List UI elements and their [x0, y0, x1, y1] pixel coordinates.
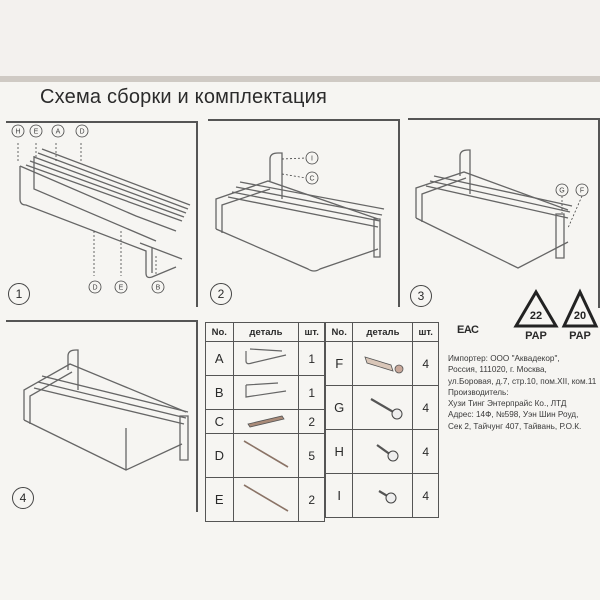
part-qty: 5: [299, 434, 325, 478]
parts-table-left: [205, 322, 325, 522]
info-line: Импортер: ООО "Аквадекор",: [448, 354, 560, 363]
step-number-2: 2: [210, 283, 232, 305]
part-no: B: [206, 376, 234, 410]
callout-label: G: [559, 187, 565, 195]
callout-label: I: [311, 155, 313, 163]
page-title: Схема сборки и комплектация: [40, 86, 328, 108]
screw-icon: [357, 435, 409, 465]
part-no: C: [206, 410, 234, 434]
part-qty: 1: [299, 342, 325, 376]
recycling-mark-20: [562, 288, 600, 348]
bracket-b-icon: [238, 379, 294, 403]
recycle-icon: [562, 288, 598, 330]
part-no: I: [326, 474, 353, 518]
rod-icon: [238, 481, 294, 515]
info-line: Хузи Тинг Энтерпрайс Ко., ЛТД: [448, 399, 567, 409]
info-line: Адрес: 14Ф, №598, Уэн Шин Роуд,: [448, 410, 579, 420]
shelf-diagram-step-2: [208, 119, 400, 305]
part-no: E: [206, 478, 234, 522]
part-qty: 4: [413, 474, 439, 518]
callout-label: C: [309, 175, 315, 183]
callout-label: D: [92, 284, 98, 292]
shelf-diagram-step-3: [408, 118, 600, 306]
wall-plug-icon: [357, 347, 409, 377]
part-qty: 2: [299, 410, 325, 434]
step-number-1: 1: [8, 283, 30, 305]
callout-label: E: [118, 284, 124, 292]
part-qty: 4: [413, 430, 439, 474]
column-header-qty: шт.: [413, 323, 439, 342]
recycling-code: 22: [529, 310, 543, 322]
recycling-mark-22: [512, 288, 560, 348]
part-no: D: [206, 434, 234, 478]
plate-icon: [238, 412, 294, 428]
callout-label: A: [55, 128, 61, 136]
info-line: Сек 2, Тайчунг 407, Тайвань, Р.О.К.: [448, 421, 582, 431]
recycling-label: PAP: [525, 330, 547, 342]
callout-label: E: [33, 128, 39, 136]
eac-mark: ЕАС: [457, 324, 479, 336]
column-header-part: деталь: [233, 323, 299, 342]
screw-icon: [357, 391, 409, 421]
part-qty: 4: [413, 342, 439, 386]
column-header-qty: шт.: [299, 323, 325, 342]
column-header-part: деталь: [353, 323, 413, 342]
part-no: A: [206, 342, 234, 376]
step-number-3: 3: [410, 285, 432, 307]
column-header-no: No.: [206, 323, 234, 342]
info-line: ул.Боровая, д.7, стр.10, пом.XII, ком.11: [448, 376, 597, 386]
callout-label: D: [79, 128, 85, 136]
callout-label: F: [579, 187, 585, 195]
part-qty: 4: [413, 386, 439, 430]
importer-info: [448, 353, 598, 432]
info-line: Производитель:: [448, 387, 509, 397]
callout-label: B: [155, 284, 161, 292]
part-qty: 1: [299, 376, 325, 410]
column-header-no: No.: [326, 323, 353, 342]
shelf-diagram-step-4: [6, 320, 198, 512]
part-qty: 2: [299, 478, 325, 522]
short-screw-icon: [357, 479, 409, 509]
sheet-edge: [0, 76, 600, 82]
part-no: H: [326, 430, 353, 474]
step-number-4: 4: [12, 487, 34, 509]
recycling-code: 20: [573, 310, 587, 322]
rod-icon: [238, 437, 294, 471]
parts-table-right: [325, 322, 439, 518]
part-no: G: [326, 386, 353, 430]
shelf-diagram-step-1: [6, 121, 198, 307]
info-line: Россия, 111020, г. Москва,: [448, 365, 547, 375]
recycling-label: PAP: [569, 330, 591, 342]
callout-label: H: [15, 128, 21, 136]
recycle-icon: [512, 288, 560, 330]
bracket-a-icon: [238, 345, 294, 369]
part-no: F: [326, 342, 353, 386]
